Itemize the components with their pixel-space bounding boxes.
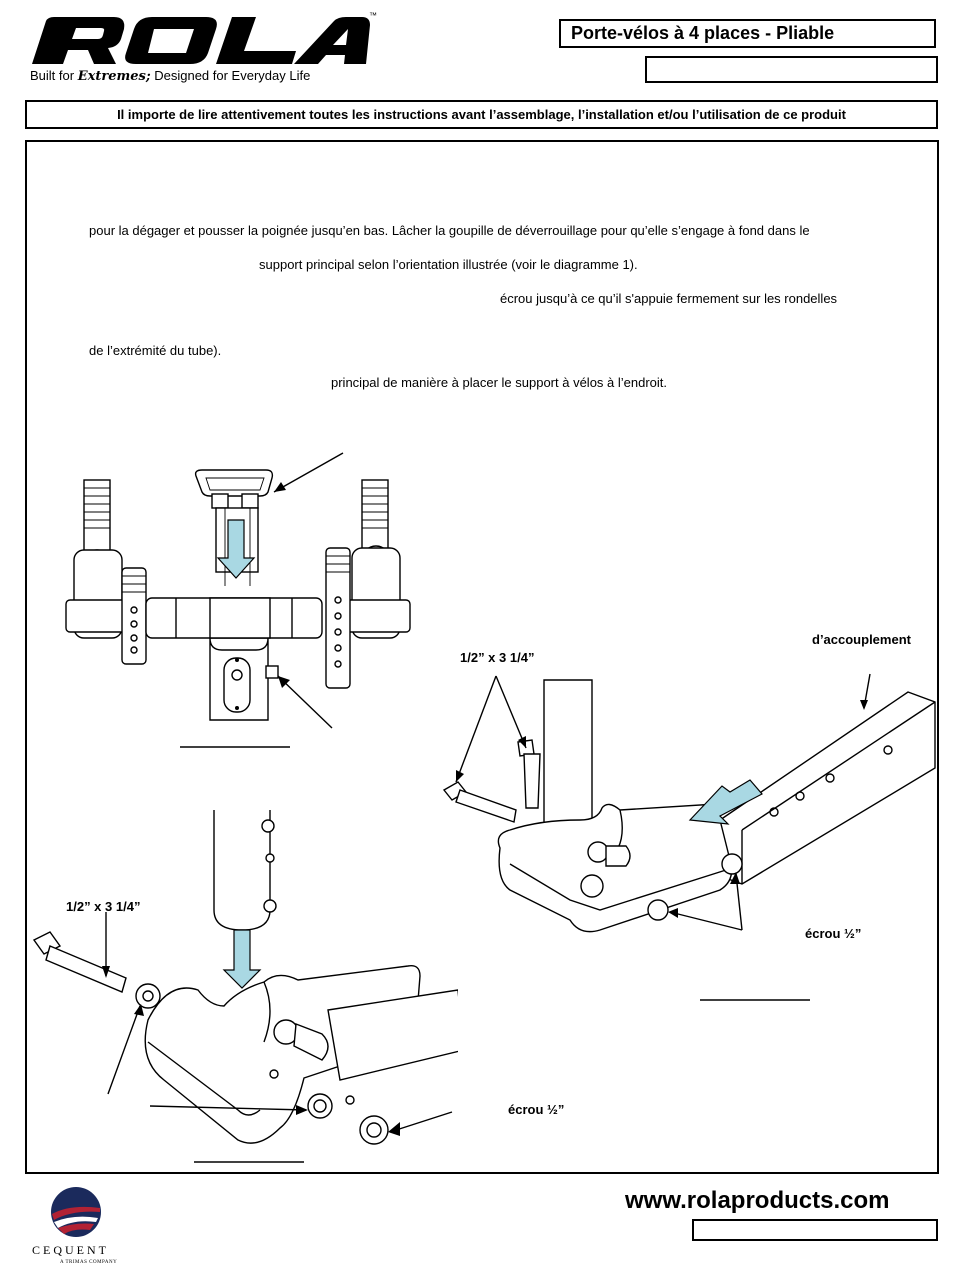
company-name: CEQUENT <box>32 1243 109 1257</box>
cequent-logo-icon <box>50 1186 102 1238</box>
tagline-pre: Built for <box>30 68 78 83</box>
read-instructions-notice: Il importe de lire attentivement toutes les instructions avant l’assemblage, l’installation et/ou l’utilisation de ce produit <box>25 100 938 129</box>
trademark-symbol: ™ <box>369 11 377 20</box>
label-bolt-right: 1/2” x 3 1/4” <box>460 650 535 665</box>
company-subtitle: A TRIMAS COMPANY <box>60 1260 118 1265</box>
footer-code-box <box>692 1219 938 1241</box>
rola-logo <box>28 11 378 67</box>
tagline-post: Designed for Everyday Life <box>150 68 311 83</box>
instruction-line-3: écrou jusqu’à ce qu’il s'appuie fermement sur les rondelles <box>500 291 838 306</box>
down-arrow-icon-2 <box>224 930 260 988</box>
label-nut-bottom: écrou ½” <box>508 1102 565 1117</box>
product-title: Porte-vélos à 4 places - Pliable <box>559 19 936 48</box>
tagline-script: Extremes; <box>77 69 151 84</box>
brand-tagline <box>30 68 310 84</box>
label-nut-right: écrou ½” <box>805 926 862 941</box>
instruction-line-5: principal de manière à placer le support à vélos à l’endroit. <box>331 375 668 390</box>
label-coupling: d’accouplement <box>812 632 911 647</box>
label-bolt-left: 1/2” x 3 1/4” <box>66 899 141 914</box>
instruction-line-4: de l’extrémité du tube). <box>89 343 222 358</box>
instruction-line-1: pour la dégager et pousser la poignée jusqu’en bas. Lâcher la goupille de déverrouillage pour qu’elle s’engage à fond dans le <box>89 223 810 238</box>
diagram-hitch-bracket <box>430 640 940 1010</box>
website-link[interactable]: www.rolaproducts.com <box>625 1187 890 1214</box>
diagram-bracket-assembly <box>28 810 458 1170</box>
instruction-line-2: support principal selon l’orientation illustrée (voir le diagramme 1). <box>259 257 638 272</box>
diagram-release-pin <box>60 440 430 760</box>
rola-logo-wordmark <box>28 15 378 67</box>
part-number-box <box>645 56 938 83</box>
